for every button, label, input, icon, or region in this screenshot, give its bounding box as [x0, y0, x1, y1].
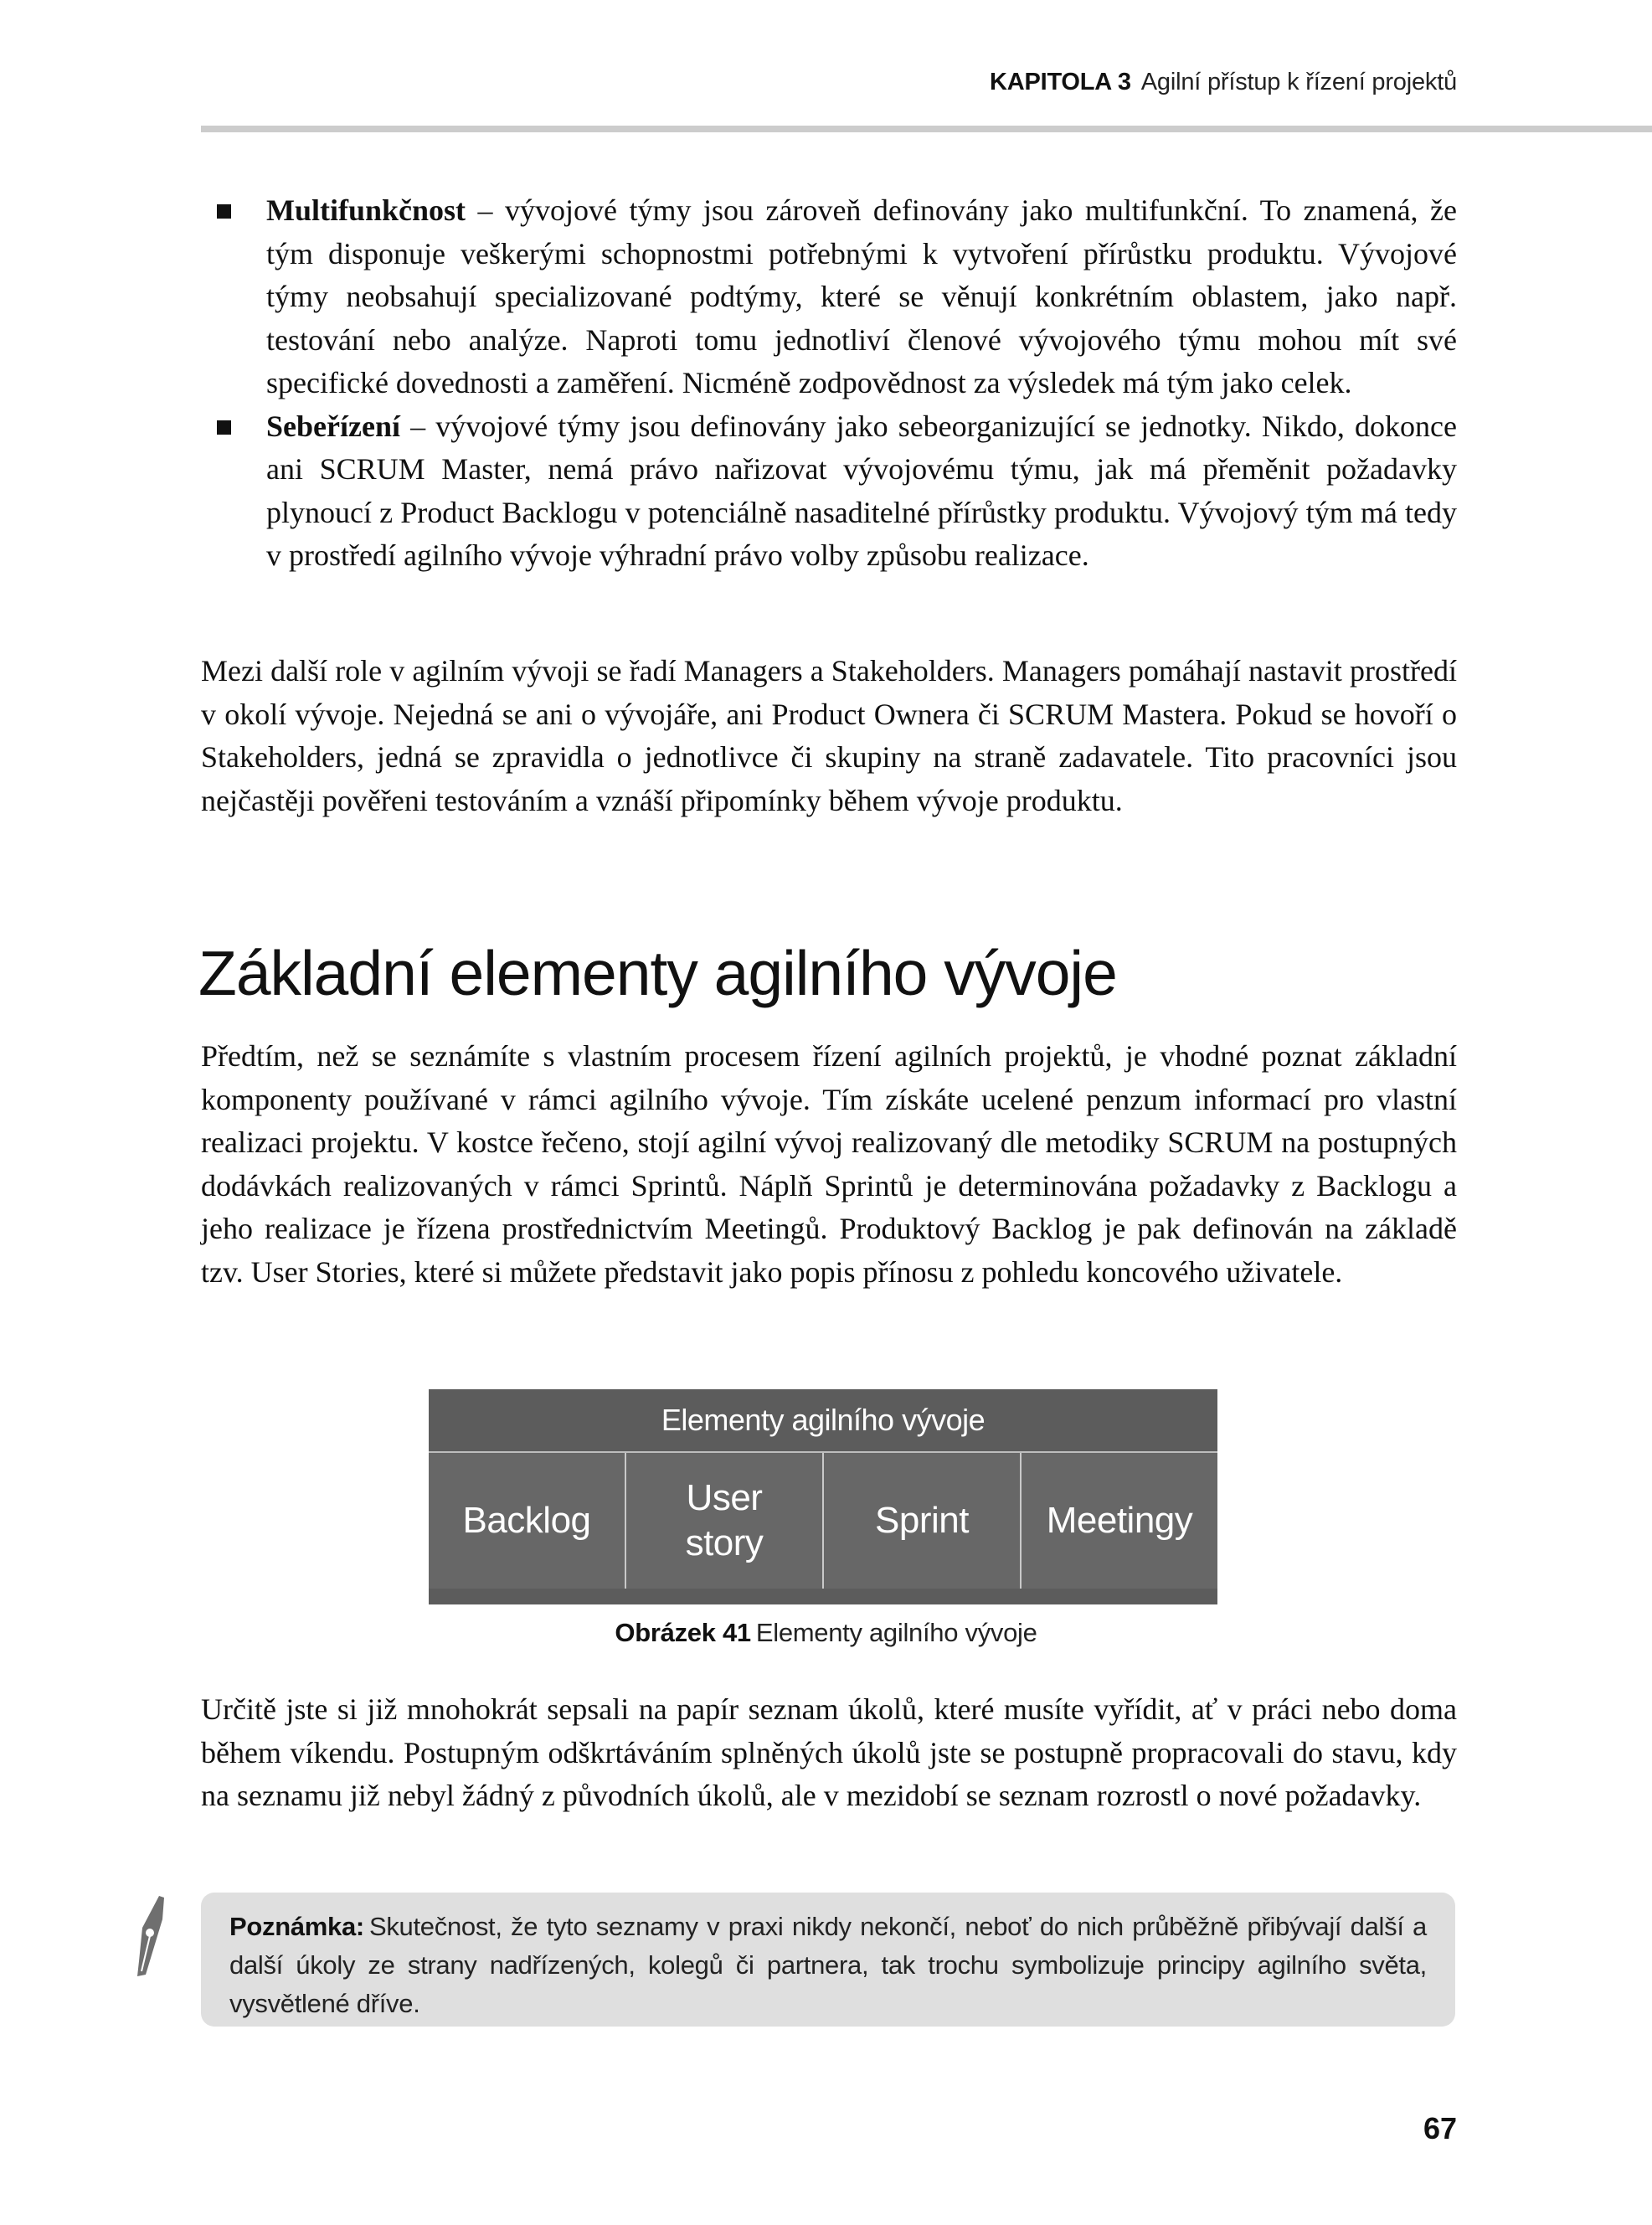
section-heading: Základní elementy agilního vývoje — [198, 938, 1117, 1008]
note-label: Poznámka: — [229, 1912, 364, 1941]
square-bullet-icon — [217, 420, 231, 435]
fountain-pen-icon — [134, 1894, 167, 1978]
bullet-text: – vývojové týmy jsou definovány jako sebeorganizující se jednotky. Nikdo, dokonce ani SCRUM Master, nemá právo nařizovat vývojovému týmu, jak má přeměnit požadavky plynoucí z Product Backlogu v potenciálně nasaditelné přírůstky produktu. Vývojový tým má tedy v prostředí agilního vývoje výhradní právo volby způsobu realizace. — [266, 409, 1457, 572]
bullet-text: – vývojové týmy jsou zároveň definovány jako multifunkční. To znamená, že tým disponuje veškerými schopnostmi potřebnými k vytvoření přírůstku produktu. Vývojové týmy neobsahují specializované podtýmy, které se věnují konkrétním oblastem, jako např. testování nebo analýze. Naproti tomu jednotliví členové vývojového týmu mohou mít své specifické dovednosti a zaměření. Nicméně zodpovědnost za výsledek má tým jako celek. — [266, 193, 1457, 399]
diagram-cell-user-story-label: User story — [685, 1477, 764, 1563]
diagram-header: Elementy agilního vývoje — [429, 1389, 1217, 1453]
diagram-cell-meetingy: Meetingy — [1022, 1453, 1217, 1589]
elements-diagram — [429, 1389, 1217, 1604]
header-rule — [201, 126, 1652, 132]
diagram-cells — [429, 1453, 1217, 1589]
bullet-item-multifunkcnost — [201, 189, 1457, 405]
figure-number: Obrázek 41 — [615, 1618, 751, 1647]
bullet-item-seberizeni — [201, 405, 1457, 578]
paragraph-roles: Mezi další role v agilním vývoji se řadí Managers a Stakeholders. Managers pomáhají nastavit prostředí v okolí vývoje. Nejedná se ani o vývojáře, ani Product Ownera či SCRUM Mastera. Pokud se hovoří o Stakeholders, jedná se zpravidla o jednotlivce či skupiny na straně zadavatele. Tito pracovníci jsou nejčastěji pověřeni testováním a vznáší připomínky během vývoje produktu. — [201, 654, 1457, 817]
paragraph-intro: Předtím, než se seznámíte s vlastním procesem řízení agilních projektů, je vhodné poznat základní komponenty používané v rámci agilního vývoje. Tím získáte ucelené penzum informací pro vlastní realizaci projektu. V kostce řečeno, stojí agilní vývoj realizovaný dle metodiky SCRUM na postupných dodávkách realizovaných v rámci Sprintů. Náplň Sprintů je determinována požadavky z Backlogu a jeho realizace je řízena prostřednictvím Meetingů. Produktový Backlog je pak definován na základě tzv. User Stories, které si můžete představit jako popis přínosu z pohledu koncového uživatele. — [201, 1039, 1457, 1289]
page-number: 67 — [1423, 2111, 1457, 2145]
figure-caption — [0, 1618, 1652, 1648]
chapter-label: KAPITOLA 3 — [989, 69, 1131, 95]
diagram-cell-sprint: Sprint — [824, 1453, 1022, 1589]
figure-caption-text: Elementy agilního vývoje — [755, 1618, 1037, 1647]
note-text: Skutečnost, že tyto seznamy v praxi nikdy nekončí, neboť do nich průběžně přibývají další a další úkoly ze strany nadřízených, kolegů či partnera, tak trochu symbolizuje principy agilního světa, vysvětlené dříve. — [229, 1912, 1427, 2018]
square-bullet-icon — [217, 204, 231, 219]
diagram-cell-user-story — [626, 1453, 824, 1589]
bullet-term: Multifunkčnost — [266, 193, 466, 227]
bullet-list — [201, 189, 1457, 578]
chapter-title: Agilní přístup k řízení projektů — [1140, 69, 1457, 95]
running-head — [990, 69, 1457, 96]
note-box — [201, 1893, 1455, 2027]
bullet-term: Sebeřízení — [266, 409, 400, 443]
diagram-cell-backlog: Backlog — [429, 1453, 626, 1589]
paragraph-tasks: Určitě jste si již mnohokrát sepsali na papír seznam úkolů, které musíte vyřídit, ať v práci nebo doma během víkendu. Postupným odškrtáváním splněných úkolů jste se postupně propracovali do stavu, kdy na seznamu již nebyl žádný z původních úkolů, ale v mezidobí se seznam rozrostl o nové požadavky. — [201, 1692, 1457, 1812]
diagram-footer-strip — [429, 1589, 1217, 1604]
